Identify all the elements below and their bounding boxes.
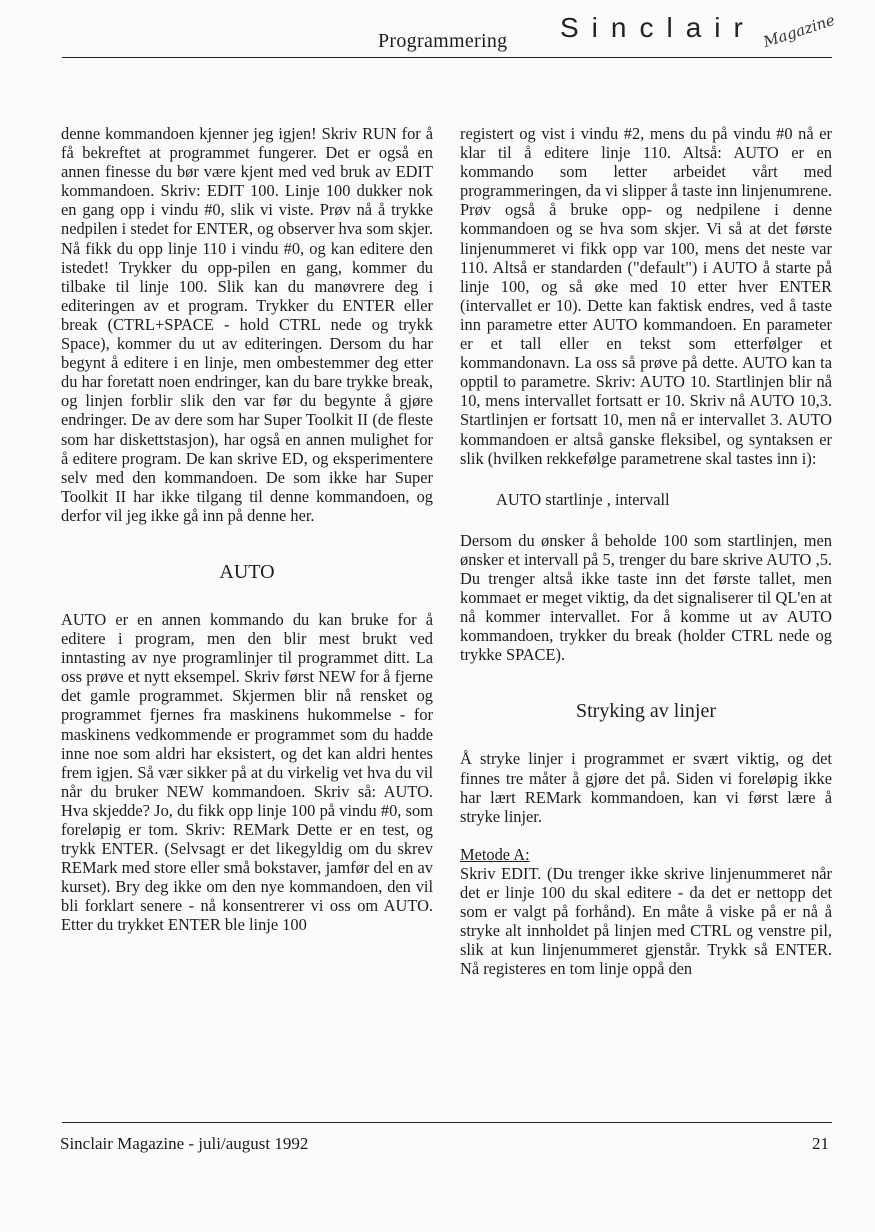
body-paragraph: registert og vist i vindu #2, mens du på vindu #0 nå er klar til å editere linje 110. Altså: AUTO er en kommando som letter arbeidet vårt med programmeringen, da vi slipper å taste inn linjenumrene. Prøv også å bruke opp- og nedpilene i denne kommandoen og se hva som skjer. Vi så at det første linjenummeret vi fikk opp var 100, mens det neste var 110. Altså er standarden ("default") i AUTO å starte på linje 100, og så øke med 10 etter hver ENTER (intervallet er 10). Dette kan faktisk endres, ved å taste inn parametre etter AUTO kommandoen. En parameter er et tall eller en tekst som etterfølger et kommandonavn. La oss så prøve på dette. AUTO kan ta opptil to parametre. Skriv: AUTO 10. Startlinjen blir nå 10, mens intervallet fortsatt er 10. Skriv nå AUTO 10,3. Startlinjen er fortsatt 10, men nå er intervallet 3. AUTO kommandoen er altså ganske fleksibel, og syntaksen er slik (hvilken rekkefølge parametrene skal tastes inn i): (460, 124, 832, 468)
syntax-line: AUTO startlinje , intervall (496, 489, 670, 509)
brand-logo-script: Magazine (761, 10, 838, 52)
method-label: Metode A: (460, 844, 530, 864)
section-label: Programmering (378, 30, 508, 52)
body-paragraph: Å stryke linjer i programmet er svært viktig, og det finnes tre måter å gjøre det på. Siden vi foreløpig ikke har lært REMark kommandoen, kan vi først lære å stryke linjer. (460, 749, 832, 826)
footer-rule (62, 1122, 832, 1123)
section-heading: AUTO (219, 560, 275, 583)
header-rule (62, 57, 832, 58)
body-paragraph: Skriv EDIT. (Du trenger ikke skrive linjenummeret når det er linje 100 du skal editere - da det er nettopp det som er valgt på forhånd). En måte å viske på er nå å stryke alt innholdet på linjen med CTRL og venstre pil, slik at kun linjenummeret gjenstår. Trykk så ENTER. Nå registeres en tom linje oppå den (460, 863, 832, 979)
left-column (61, 124, 433, 935)
section-heading: Stryking av linjer (576, 700, 716, 723)
right-column (460, 124, 832, 978)
body-paragraph: denne kommandoen kjenner jeg igjen! Skriv RUN for å få bekreftet at programmet fungerer. Det er også en annen finesse du bør være kjent med ved bruk av EDIT kommandoen. Skriv: EDIT 100. Linje 100 dukker nok en gang opp i vindu #0, slik vi viste. Prøv nå å trykke nedpilen i stedet for ENTER, og observer hva som skjer. Nå fikk du opp linje 110 i vindu #0, og kan editere den istedet! Trykker du opp-pilen en gang, kommer du tilbake til linje 100. Slik kan du manøvrere deg i editeringen av et program. Trykker du ENTER eller break (CTRL+SPACE - hold CTRL nede og trykk Space), kommer du ut av editeringen. Dersom du har begynt å editere i en linje, men ombestemmer deg etter du har foretatt noen endringer, kan du bare trykke break, og linjen forblir slik den var før du begynte å gjøre endringer. De av dere som har Super Toolkit II (de fleste som har diskettstasjon), har også en annen mulighet for å editere program. De kan skrive ED, og eksperimentere selv med den kommandoen. De som ikke har Super Toolkit II har ikke tilgang til denne kommandoen, og derfor vil jeg ikke gå inn på denne her. (61, 124, 433, 525)
brand-logo: Sinclair (560, 12, 756, 43)
body-paragraph: Dersom du ønsker å beholde 100 som startlinjen, men ønsker et intervall på 5, trenger du bare skrive AUTO ,5. Du trenger altså ikke taste inn det første tallet, men kommaet er meget viktig, da det signaliserer til QL'en at nå kommer intervallet. For å komme ut av AUTO kommandoen, trykker du break (holder CTRL nede og trykke SPACE). (460, 530, 832, 665)
page-number: 21 (812, 1134, 829, 1153)
body-paragraph: AUTO er en annen kommando du kan bruke for å editere i program, men den blir mest brukt ved inntasting av nye programlinjer til programmet ditt. La oss prøve et nytt eksempel. Skriv først NEW for å fjerne det gamle programmet. Skjermen blir nå rensket og programmet fjernes fra maskinens hukommelse - for maskinens vedkommende er programmet som du hadde inne noe som aldri har eksistert, og det kan aldri hentes frem igjen. Så vær sikker på at du virkelig vet hva du vil når du bruker NEW kommandoen. Skriv så: AUTO. Hva skjedde? Jo, du fikk opp linje 100 på vindu #0, som foreløpig er tom. Skriv: REMark Dette er en test, og trykk ENTER. (Selvsagt er det likegyldig om du skrev REMark med store eller små bokstaver, jamfør del en av kurset). Bry deg ikke om den nye kommandoen, den vil bli forklart senere - nå konsentrerer vi oss om AUTO. Etter du trykket ENTER ble linje 100 (61, 609, 433, 935)
footer-publication: Sinclair Magazine - juli/august 1992 (60, 1134, 309, 1153)
